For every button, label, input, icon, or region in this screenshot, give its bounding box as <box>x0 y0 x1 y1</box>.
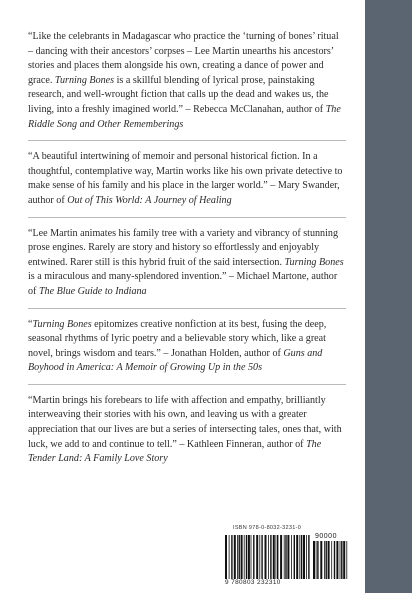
barcode-bar <box>229 535 230 579</box>
barcode-bar <box>277 535 278 579</box>
barcode-bar <box>340 541 341 579</box>
blurb-italic-title: Turning Bones <box>54 74 115 86</box>
barcode-bar <box>306 535 307 579</box>
blurb-text: epitomizes creative nonfiction at its best, fusing the deep, seasonal rhythms of lyric poetry and a believable story which, like a great novel, brings wisdom and tears.” – Jonathan Holden, author of <box>28 318 327 359</box>
barcode-bar <box>273 535 275 579</box>
barcode-bar <box>316 541 317 579</box>
blurb-italic-title: Turning Bones <box>32 318 92 330</box>
blurb-italic-title: Out of This World: A Journey of Healing <box>67 194 232 206</box>
blurb-text: “Martin brings his forebears to life with affection and empathy, brilliantly interweaving their stories with his own, and leaving us with a greater appreciation that our lives are but a series of intersecting tales, ones that, with luck, we add to and continue to tell.” – Kathleen Finneran, author of <box>28 394 342 450</box>
barcode-bar <box>303 535 305 579</box>
barcode-bar <box>244 535 245 579</box>
blurb-text: “A beautiful intertwining of memoir and personal historical fiction. In a thoughtful, contemplative way, Martin works like his own private detective to make sense of his family and his place in the larger world.” – Mary Swander, author of <box>28 151 343 206</box>
barcode-bar <box>296 535 298 579</box>
barcode-addon-digits: 90000 <box>315 533 337 540</box>
barcode-bar <box>284 535 285 579</box>
barcode-bar <box>324 541 325 579</box>
barcode-bar <box>346 541 347 579</box>
barcode-bar <box>326 541 327 579</box>
blurb-3 <box>28 227 346 309</box>
barcode-bar <box>276 535 277 579</box>
barcode <box>225 525 355 587</box>
barcode-bar <box>231 535 232 579</box>
blurb-italic-title: The Blue Guide to Indiana <box>38 285 147 297</box>
blurb-italic-title: Guns and Boyhood in America: A Memoir of Growing Up in the 50s <box>28 347 323 374</box>
barcode-bar <box>237 535 238 579</box>
barcode-bar <box>308 535 309 579</box>
barcode-bar <box>239 535 240 579</box>
blurb-italic-title: The Riddle Song and Other Rememberings <box>28 103 341 130</box>
barcode-bar <box>285 535 286 579</box>
barcode-bar <box>313 541 315 579</box>
barcode-bar <box>280 535 282 579</box>
barcode-bar <box>317 541 318 579</box>
barcode-bar <box>251 535 252 579</box>
barcode-bars <box>225 535 311 579</box>
blurb-text: “Like the celebrants in Madagascar who practice the ‘turning of bones’ ritual – dancing with their ancestors’ corpses – Lee Martin unearths his ancestors’ stories and places them alongside his own, creating a dance of power and grace. <box>28 31 339 86</box>
barcode-bar <box>287 535 289 579</box>
barcode-bar <box>248 535 250 579</box>
isbn-label: ISBN 978-0-8032-3231-0 <box>233 525 302 531</box>
barcode-bar <box>334 541 335 579</box>
blurb-4 <box>28 318 346 385</box>
barcode-addon-bars <box>313 541 349 579</box>
blurb-text: “Lee Martin animates his family tree with a variety and vibrancy of stunning prose engines. Rarely are story and history so effortlessly and enjoyably entwined. Rarer still is this hybrid fruit of the said intersection. <box>28 227 339 268</box>
barcode-bar <box>234 535 236 579</box>
barcode-bar <box>259 535 260 579</box>
barcode-bar <box>241 535 243 579</box>
blurb-text: is a skillful blending of lyrical prose, painstaking research, and well-wrought fiction that calls up the dead and wakes us, the living, into a freshly imagined world.” – Rebecca McClanahan, author of <box>28 74 329 115</box>
barcode-bar <box>291 535 292 579</box>
blurb-1 <box>28 30 346 141</box>
barcode-bar <box>268 535 269 579</box>
barcode-bar <box>270 535 271 579</box>
blurb-column <box>28 30 346 475</box>
barcode-bar <box>294 535 295 579</box>
blurb-5 <box>28 394 346 475</box>
blurb-text: is a miraculous and many-splendored invention.” – Michael Martone, author of <box>28 271 338 297</box>
barcode-bar <box>246 535 247 579</box>
blurb-2 <box>28 150 346 217</box>
blurb-text: “ <box>28 318 33 330</box>
barcode-bar <box>341 541 342 579</box>
barcode-bar <box>343 541 345 579</box>
barcode-bar <box>265 535 267 579</box>
blurb-italic-title: The Tender Land: A Family Love Story <box>28 438 322 465</box>
cover-color-strip <box>365 0 412 593</box>
barcode-bar <box>331 541 332 579</box>
barcode-bar <box>301 535 302 579</box>
barcode-digits: 9 780803 232310 <box>225 579 281 586</box>
barcode-bar <box>253 535 254 579</box>
barcode-bar <box>320 541 322 579</box>
barcode-bar <box>261 535 262 579</box>
barcode-bar <box>225 535 227 579</box>
barcode-bar <box>299 535 300 579</box>
barcode-bar <box>256 535 258 579</box>
blurb-italic-title: Turning Bones <box>284 256 344 268</box>
barcode-bar <box>336 541 338 579</box>
barcode-bar <box>328 541 330 579</box>
